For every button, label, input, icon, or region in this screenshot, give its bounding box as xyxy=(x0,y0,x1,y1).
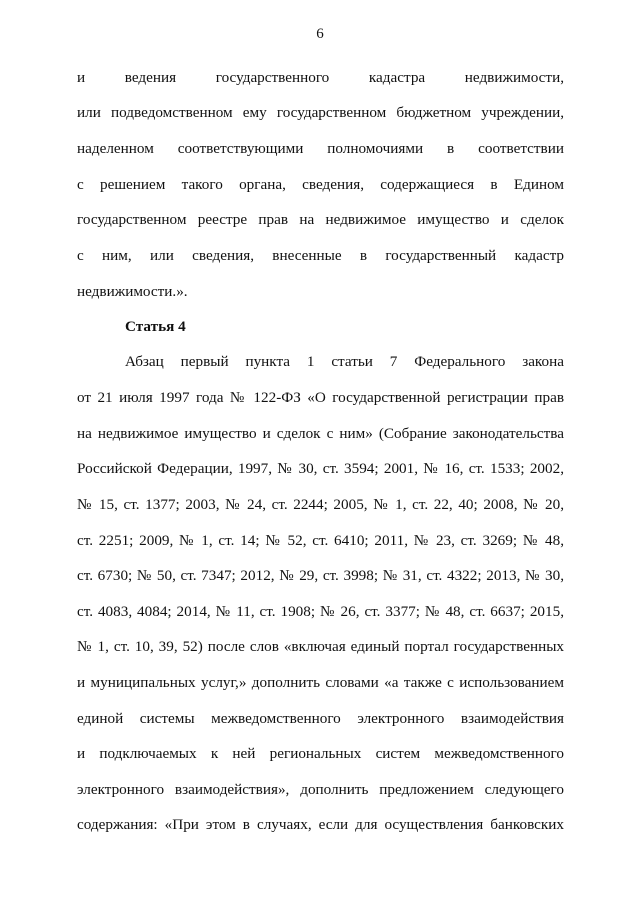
text-line: или подведомственном ему государственном бюджетном учреждении, xyxy=(77,104,564,121)
text-line: № 15, ст. 1377; 2003, № 24, ст. 2244; 2005, № 1, ст. 22, 40; 2008, № 20, xyxy=(77,496,564,513)
text-line: государственном реестре прав на недвижимое имущество и сделок xyxy=(77,211,564,228)
text-line: наделенном соответствующими полномочиями в соответствии xyxy=(77,140,564,157)
text-line: от 21 июля 1997 года № 122-ФЗ «О государственной регистрации прав xyxy=(77,389,564,406)
text-line: на недвижимое имущество и сделок с ним» (Собрание законодательства xyxy=(77,425,564,442)
text-line: электронного взаимодействия», дополнить предложением следующего xyxy=(77,781,564,798)
page-number: 6 xyxy=(316,26,324,42)
text-line: и муниципальных услуг,» дополнить словами «а также с использованием xyxy=(77,674,564,691)
text-line: с решением такого органа, сведения, содержащиеся в Едином xyxy=(77,176,564,193)
text-line: и ведения государственного кадастра недвижимости, xyxy=(77,69,564,86)
text-line: ст. 6730; № 50, ст. 7347; 2012, № 29, ст. 3998; № 31, ст. 4322; 2013, № 30, xyxy=(77,567,564,584)
text-line: № 1, ст. 10, 39, 52) после слов «включая единый портал государственных xyxy=(77,638,564,655)
text-line: ст. 4083, 4084; 2014, № 11, ст. 1908; № 26, ст. 3377; № 48, ст. 6637; 2015, xyxy=(77,603,564,620)
text-line: единой системы межведомственного электронного взаимодействия xyxy=(77,710,564,727)
text-line: недвижимости.». xyxy=(77,283,188,300)
article-heading: Статья 4 xyxy=(125,318,186,335)
text-line: и подключаемых к ней региональных систем межведомственного xyxy=(77,745,564,762)
text-line: Российской Федерации, 1997, № 30, ст. 3594; 2001, № 16, ст. 1533; 2002, xyxy=(77,460,564,477)
text-line: содержания: «При этом в случаях, если для осуществления банковских xyxy=(77,816,564,833)
text-line: ст. 2251; 2009, № 1, ст. 14; № 52, ст. 6410; 2011, № 23, ст. 3269; № 48, xyxy=(77,532,564,549)
text-line: Абзац первый пункта 1 статьи 7 Федерального закона xyxy=(125,353,564,370)
text-line: с ним, или сведения, внесенные в государственный кадастр xyxy=(77,247,564,264)
